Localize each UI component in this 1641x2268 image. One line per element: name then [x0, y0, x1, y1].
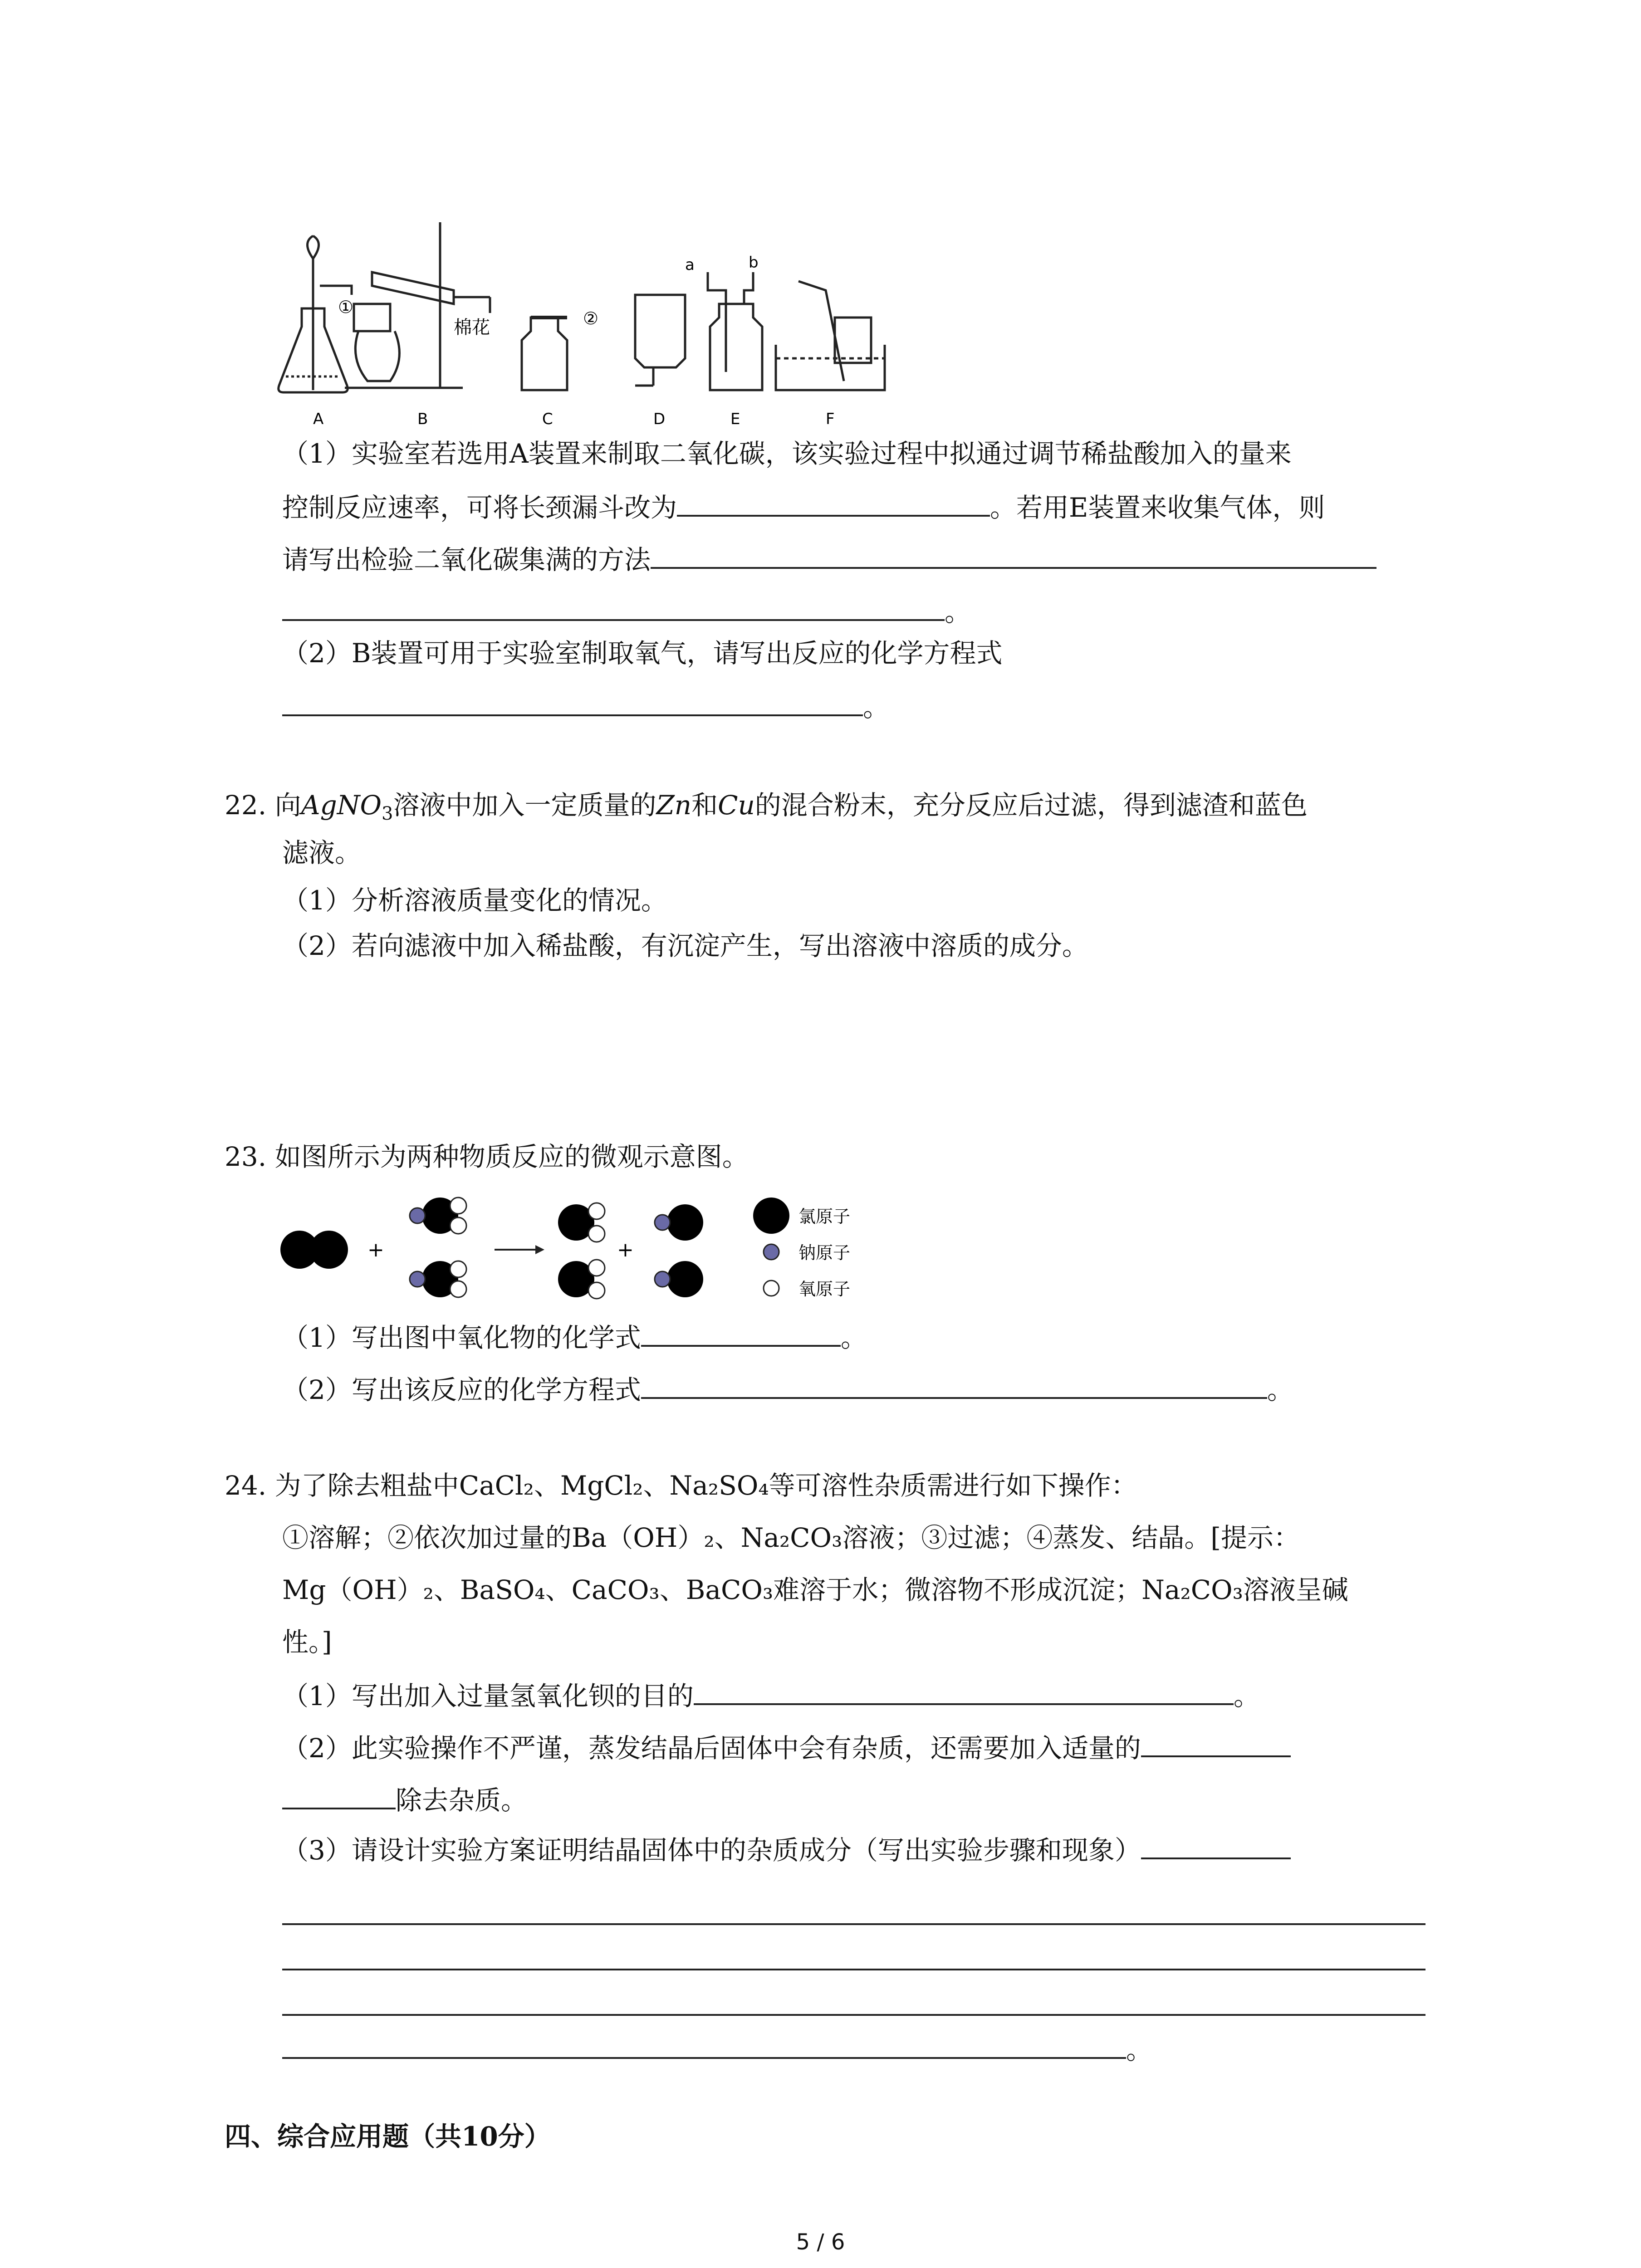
q23-p2	[282, 1370, 1293, 1408]
label-d: D	[653, 410, 666, 428]
q24-p2	[282, 1728, 1291, 1766]
q24-p2-text: （2）此实验操作不严谨，蒸发结晶后固体中会有杂质，还需要加入适量的	[282, 1733, 1141, 1764]
q21-p1-line2b: 。若用E装置来收集气体，则	[990, 492, 1325, 523]
plus-sign-right: +	[617, 1238, 634, 1261]
q22-and: 和	[691, 790, 718, 821]
q24-answer-line-2[interactable]	[282, 1969, 1425, 1970]
q24-p3-last	[282, 2030, 1152, 2068]
q23-stem-text: 如图所示为两种物质反应的微观示意图。	[274, 1141, 749, 1172]
q21-p2-end: 。	[863, 692, 890, 723]
q24-answer-blank-1[interactable]	[694, 1676, 1234, 1705]
q23-answer-blank-1[interactable]	[641, 1318, 841, 1347]
label-f: F	[826, 410, 835, 428]
q22-p1: （1）分析溶液质量变化的情况。	[282, 885, 667, 916]
q21-p2-line2	[282, 687, 889, 725]
q21-p1-line2a: 控制反应速率，可将长颈漏斗改为	[282, 492, 677, 523]
port-a-label: a	[685, 256, 695, 274]
q23-p2-text: （2）写出该反应的化学方程式	[282, 1374, 641, 1405]
q24-stem-line1	[225, 1467, 1137, 1504]
q22-stem-a: 向	[274, 790, 301, 821]
micro-reaction-diagram	[277, 1188, 912, 1311]
q22-stem-line1	[225, 787, 1308, 823]
q21-answer-blank-1[interactable]	[677, 488, 990, 517]
q21-answer-blank-2[interactable]	[651, 540, 1376, 569]
q24-p1	[282, 1676, 1260, 1714]
atom-legend	[753, 1198, 850, 1299]
label-e: E	[730, 410, 740, 428]
apparatus-figure	[277, 218, 957, 431]
q24-stem-line4: 性。]	[282, 1627, 332, 1657]
label-a: A	[313, 410, 324, 428]
label-b: B	[417, 410, 428, 428]
q23-p1	[282, 1318, 867, 1356]
q24-stem-line2: ①溶解；②依次加过量的Ba（OH）₂、Na₂CO₃溶液；③过滤；④蒸发、结晶。[提示：	[282, 1522, 1300, 1553]
q24-answer-line-1[interactable]	[282, 1923, 1425, 1925]
apparatus-c	[522, 318, 567, 390]
q21-p1-line3	[282, 540, 1376, 578]
q24-p3-end: 。	[1126, 2034, 1153, 2065]
q24-p1-text: （1）写出加入过量氢氧化钡的目的	[282, 1681, 694, 1711]
q24-stem1: 为了除去粗盐中CaCl₂、MgCl₂、Na₂SO₄等可溶性杂质需进行如下操作：	[274, 1470, 1137, 1501]
q22-p2: （2）若向滤液中加入稀盐酸，有沉淀产生，写出溶液中溶质的成分。	[282, 930, 1088, 961]
apparatus-f	[776, 281, 885, 390]
q23-p1-end: 。	[840, 1322, 867, 1353]
q24-p2-cont-text: 除去杂质。	[396, 1785, 528, 1816]
apparatus-b	[345, 222, 490, 388]
q23-number: 23.	[225, 1141, 267, 1172]
q21-p1-line2	[282, 488, 1325, 526]
q21-p1-line4	[282, 592, 971, 630]
q24-p2-cont	[282, 1780, 527, 1818]
q24-answer-blank-3[interactable]	[282, 1780, 396, 1809]
q23-p2-end: 。	[1267, 1374, 1293, 1405]
q24-answer-blank-2[interactable]	[1141, 1728, 1291, 1757]
q22-stem-c: 的混合粉末，充分反应后过滤，得到滤渣和蓝色	[754, 790, 1308, 821]
q22-zn: Zn	[656, 790, 692, 821]
q22-stem-b: 溶液中加入一定质量的	[393, 790, 656, 821]
legend-sodium: 钠原子	[798, 1243, 851, 1263]
q24-answer-line-3[interactable]	[282, 2014, 1425, 2016]
q21-p1-line1: （1）实验室若选用A装置来制取二氧化碳，该实验过程中拟通过调节稀盐酸加入的量来	[282, 438, 1292, 469]
q24-stem-line3: Mg（OH）₂、BaSO₄、CaCO₃、BaCO₃难溶于水；微溶物不形成沉淀；Na₂CO₃溶液呈碱	[282, 1574, 1348, 1605]
marker-1: ①	[338, 297, 354, 317]
marker-2: ②	[583, 308, 599, 328]
q23-stem	[225, 1139, 749, 1175]
cotton-label: 棉花	[454, 317, 490, 338]
legend-oxygen: 氧原子	[798, 1279, 851, 1299]
q22-agno3: AgNO	[301, 790, 382, 821]
q24-number: 24.	[225, 1470, 267, 1501]
q24-p3-text: （3）请设计实验方案证明结晶固体中的杂质成分（写出实验步骤和现象）	[282, 1835, 1141, 1866]
q24-answer-blank-4[interactable]	[1141, 1830, 1291, 1859]
q21-p2-line1: （2）B装置可用于实验室制取氧气，请写出反应的化学方程式	[282, 638, 1003, 669]
q23-p1-text: （1）写出图中氧化物的化学式	[282, 1322, 641, 1353]
q22-agno3-sub: 3	[382, 803, 393, 824]
port-b-label: b	[749, 254, 759, 272]
apparatus-d	[635, 295, 685, 386]
q23-answer-blank-2[interactable]	[641, 1370, 1267, 1399]
page-number: 5 / 6	[796, 2229, 845, 2255]
q21-answer-blank-4[interactable]	[282, 687, 863, 716]
section4-heading: 四、综合应用题（共10分）	[225, 2121, 551, 2152]
q24-p1-end: 。	[1233, 1681, 1260, 1711]
label-c: C	[542, 410, 553, 428]
q22-cu: Cu	[718, 790, 755, 821]
q24-p3	[282, 1830, 1291, 1868]
q22-stem-line2: 滤液。	[282, 837, 362, 868]
q21-p1-end: 。	[945, 596, 971, 627]
q21-p1-line3-text: 请写出检验二氧化碳集满的方法	[282, 544, 651, 575]
legend-chlorine: 氯原子	[798, 1207, 851, 1227]
apparatus-e	[708, 272, 762, 390]
q21-answer-blank-3[interactable]	[282, 592, 945, 621]
plus-sign-left: +	[367, 1238, 384, 1261]
q22-number: 22.	[225, 790, 267, 821]
q24-answer-blank-5[interactable]	[282, 2030, 1126, 2059]
